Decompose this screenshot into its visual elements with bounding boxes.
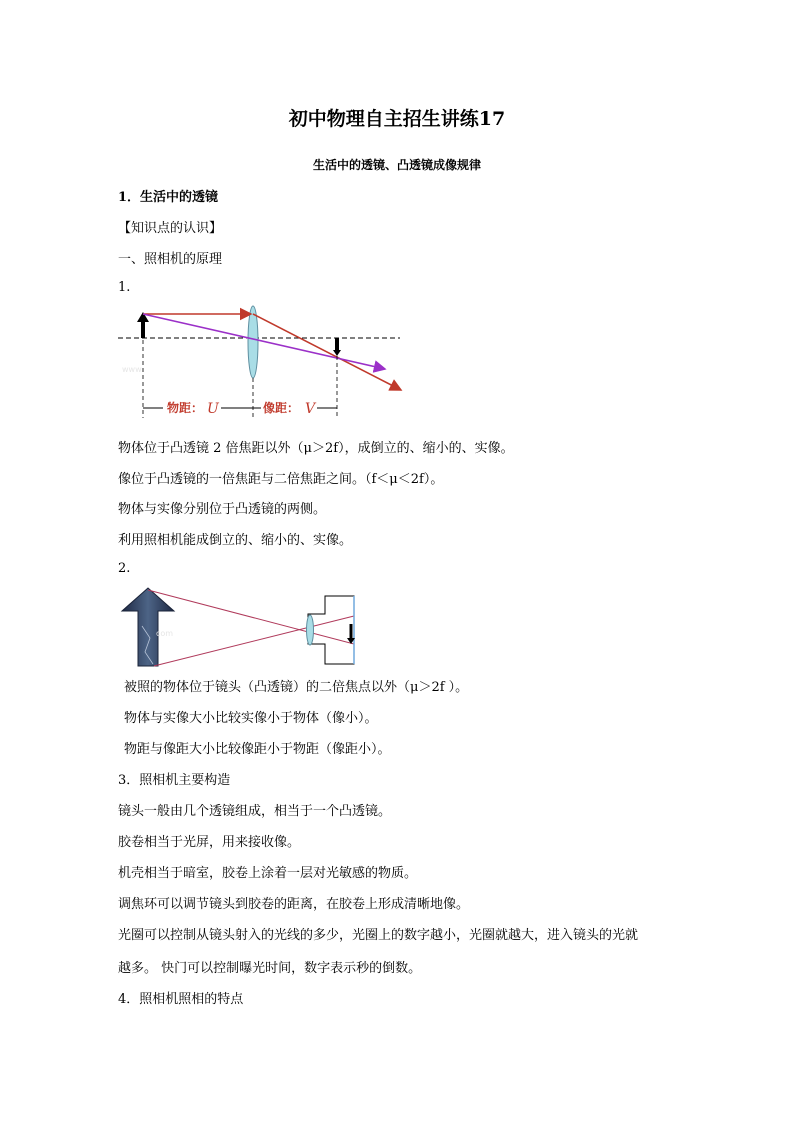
section3-line-5: 光圈可以控制从镜头射入的光线的多少，光圈上的数字越小，光圈就越大，进入镜头的光就 — [118, 928, 639, 943]
watermark-2: com — [156, 629, 174, 638]
item1-line-2: 像位于凸透镜的一倍焦距与二倍焦距之间。（f＜μ＜2f）。 — [118, 472, 444, 487]
ray-top — [148, 590, 354, 644]
item2-line-2: 物体与实像大小比较实像小于物体（像小）。 — [124, 711, 378, 726]
page-subtitle: 生活中的透镜、凸透镜成像规律 — [312, 158, 481, 172]
section1-heading: 1．生活中的透镜 — [118, 190, 219, 205]
camera-diagram — [118, 586, 358, 670]
object-distance-label: 物距： — [167, 401, 204, 415]
section3-line-2: 胶卷相当于光屏，用来接收像。 — [118, 835, 301, 850]
object-distance-symbol: U — [207, 401, 219, 417]
section3-heading: 3．照相机主要构造 — [118, 773, 231, 788]
item2-line-3: 物距与像距大小比较像距小于物距（像距小）。 — [124, 742, 391, 757]
image-distance-label: 像距： — [263, 401, 300, 415]
object-big-arrow — [122, 588, 174, 666]
watermark: www — [122, 365, 142, 374]
item2-number: 2. — [118, 561, 131, 576]
section3-line-1: 镜头一般由几个透镜组成，相当于一个凸透镜。 — [118, 804, 392, 819]
ray-bottom — [154, 616, 354, 666]
section3-line-3: 机壳相当于暗室，胶卷上涂着一层对光敏感的物质。 — [118, 866, 418, 881]
image-distance-symbol: V — [305, 401, 316, 417]
section4-heading: 4．照相机照相的特点 — [118, 992, 244, 1007]
center-ray — [143, 314, 385, 369]
section3-line-6: 越多。 快门可以控制曝光时间，数字表示秒的倒数。 — [118, 961, 422, 976]
page-title: 初中物理自主招生讲练17 — [288, 108, 506, 130]
refracted-ray — [253, 314, 401, 390]
camera-lens — [307, 615, 314, 645]
item1-line-1: 物体位于凸透镜 2 倍焦距以外（μ＞2f），成倒立的、缩小的、实像。 — [118, 441, 514, 456]
item1-line-4: 利用照相机能成倒立的、缩小的、实像。 — [118, 533, 353, 548]
section3-line-4: 调焦环可以调节镜头到胶卷的距离，在胶卷上形成清晰地像。 — [118, 897, 470, 912]
camera-principle-heading: 一、照相机的原理 — [118, 252, 223, 267]
lens-ray-diagram — [118, 300, 408, 425]
item1-number: 1. — [118, 280, 131, 295]
item1-line-3: 物体与实像分别位于凸透镜的两侧。 — [118, 502, 327, 517]
knowledge-heading: 【知识点的认识】 — [118, 221, 223, 236]
convex-lens — [248, 306, 258, 378]
camera-body — [308, 596, 354, 664]
item2-line-1: 被照的物体位于镜头（凸透镜）的二倍焦点以外（μ＞2f ）。 — [124, 680, 469, 695]
